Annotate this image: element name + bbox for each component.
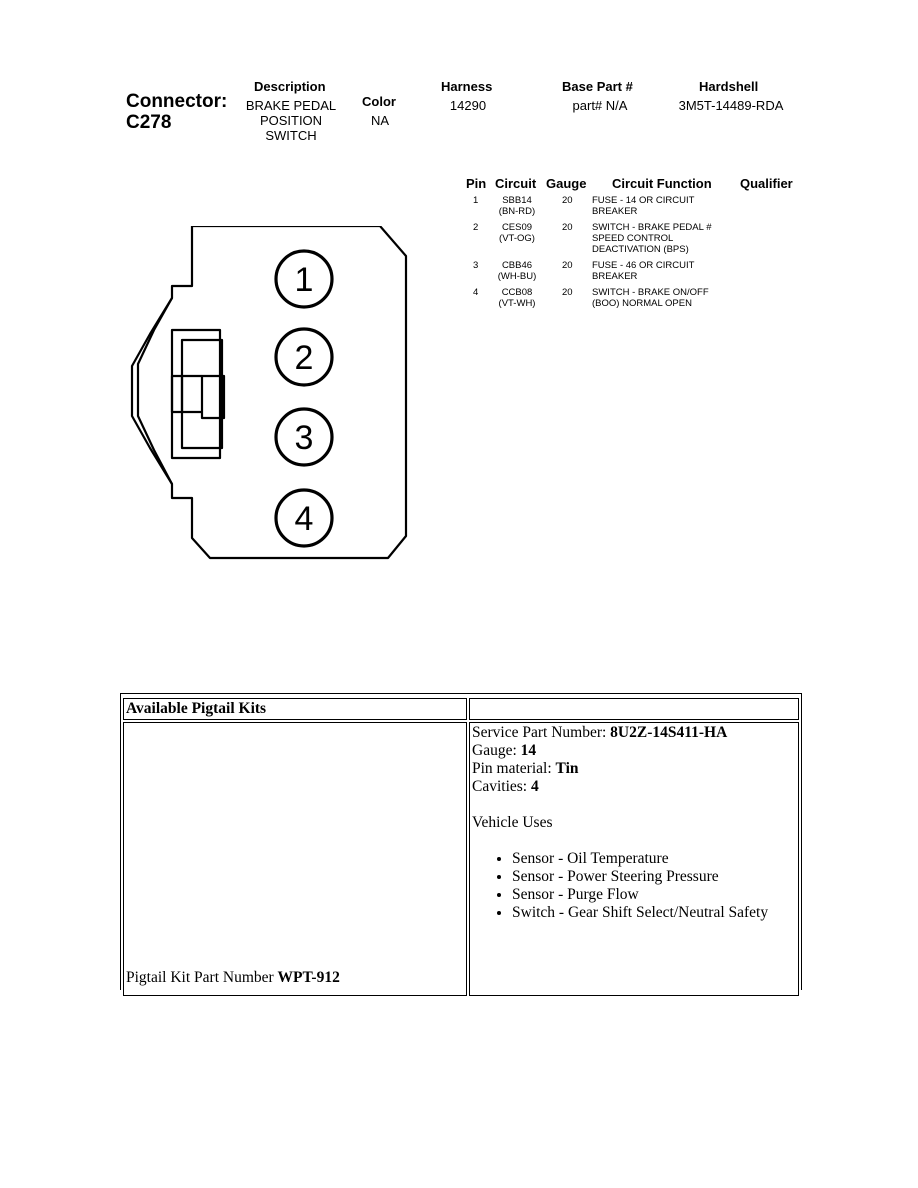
pigtail-kits-table bbox=[120, 693, 802, 990]
gauge-cell: 20 bbox=[562, 287, 573, 298]
vehicle-use-item: • Switch - Gear Shift Select/Neutral Safety bbox=[512, 904, 796, 922]
description-value bbox=[236, 98, 346, 143]
pin-col-header: Pin bbox=[466, 176, 487, 191]
pigtail-kit-label: Pigtail Kit Part Number bbox=[126, 969, 278, 986]
gauge-cell: 20 bbox=[562, 195, 573, 206]
pin-3-number: 3 bbox=[294, 419, 314, 457]
pin-number: 1 bbox=[473, 195, 479, 206]
function-cell bbox=[592, 260, 694, 282]
function-line: FUSE - 46 OR CIRCUIT bbox=[592, 260, 695, 271]
circuit-cell bbox=[497, 195, 537, 217]
function-line: SPEED CONTROL bbox=[592, 233, 674, 244]
description-line: BRAKE PEDAL bbox=[245, 98, 337, 113]
vehicle-use-item: • Sensor - Power Steering Pressure bbox=[512, 868, 796, 886]
pin-material-label: Pin material: bbox=[472, 760, 556, 777]
description-header: Description bbox=[254, 79, 326, 94]
hardshell-header: Hardshell bbox=[699, 79, 759, 94]
pin-material-line bbox=[472, 760, 796, 778]
connector-label-prefix: Connector: bbox=[126, 91, 228, 112]
pigtail-kit-number-line bbox=[126, 969, 340, 987]
gauge-cell: 20 bbox=[562, 260, 573, 271]
connector-housing-outline bbox=[132, 226, 406, 558]
function-col-header: Circuit Function bbox=[612, 176, 712, 191]
connector-label bbox=[126, 91, 227, 133]
function-cell bbox=[592, 287, 709, 309]
circuit-cell bbox=[497, 260, 537, 282]
pin-4-number: 4 bbox=[294, 500, 314, 538]
function-line: SWITCH - BRAKE PEDAL # bbox=[592, 222, 712, 233]
gauge-col-header: Gauge bbox=[546, 176, 587, 191]
service-part-line bbox=[472, 724, 796, 742]
connector-id: C278 bbox=[126, 112, 172, 133]
circuit-cell bbox=[497, 222, 537, 244]
function-line: BREAKER bbox=[592, 206, 638, 217]
vehicle-use-item: • Sensor - Oil Temperature bbox=[512, 850, 796, 868]
circuit-color: (VT-OG) bbox=[499, 233, 535, 244]
pigtail-header-cell bbox=[123, 698, 467, 720]
function-cell bbox=[592, 222, 711, 255]
pin-number: 4 bbox=[473, 287, 479, 298]
function-line: DEACTIVATION (BPS) bbox=[592, 244, 689, 255]
circuit-color: (VT-WH) bbox=[498, 298, 536, 309]
gauge-cell: 20 bbox=[562, 222, 573, 233]
latch-outer bbox=[172, 330, 220, 458]
base-part-value: part# N/A bbox=[572, 98, 628, 113]
gauge-line bbox=[472, 742, 796, 760]
circuit-color: (WH-BU) bbox=[497, 271, 537, 282]
qualifier-col-header: Qualifier bbox=[740, 176, 793, 191]
function-line: FUSE - 14 OR CIRCUIT bbox=[592, 195, 695, 206]
cavities-value: 4 bbox=[530, 778, 539, 795]
vehicle-use-item: • Sensor - Purge Flow bbox=[512, 886, 796, 904]
pin-number: 3 bbox=[473, 260, 479, 271]
pigtail-header-empty-cell bbox=[469, 698, 799, 720]
vehicle-uses-label: Vehicle Uses bbox=[472, 814, 553, 831]
cavities-line bbox=[472, 778, 796, 796]
function-line: BREAKER bbox=[592, 271, 638, 282]
description-line: POSITION bbox=[259, 113, 323, 128]
pigtail-kit-number: WPT-912 bbox=[277, 969, 340, 986]
color-header: Color bbox=[362, 94, 396, 109]
circuit-col-header: Circuit bbox=[495, 176, 537, 191]
pin-1-number: 1 bbox=[294, 261, 314, 299]
function-cell bbox=[592, 195, 694, 217]
pin-2-number: 2 bbox=[294, 339, 314, 377]
circuit-color: (BN-RD) bbox=[498, 206, 536, 217]
circuit-code: CCB08 bbox=[501, 287, 533, 298]
service-part-number: 8U2Z-14S411-HA bbox=[610, 724, 728, 741]
service-part-label: Service Part Number: bbox=[472, 724, 611, 741]
vehicle-uses-list bbox=[472, 850, 796, 922]
function-line: (BOO) NORMAL OPEN bbox=[592, 298, 692, 309]
circuit-code: SBB14 bbox=[502, 195, 532, 206]
description-line: SWITCH bbox=[265, 128, 317, 143]
gauge-label: Gauge: bbox=[472, 742, 521, 759]
pigtail-header: Available Pigtail Kits bbox=[126, 700, 267, 717]
pin-number: 2 bbox=[473, 222, 479, 233]
pigtail-kit-cell bbox=[123, 722, 467, 996]
connector-face-diagram bbox=[128, 226, 410, 560]
cavities-label: Cavities: bbox=[472, 778, 531, 795]
pin-material-value: Tin bbox=[555, 760, 579, 777]
base-part-header: Base Part # bbox=[562, 79, 633, 94]
color-value: NA bbox=[370, 113, 390, 128]
function-line: SWITCH - BRAKE ON/OFF bbox=[592, 287, 709, 298]
gauge-value: 14 bbox=[520, 742, 537, 759]
circuit-cell bbox=[497, 287, 537, 309]
circuit-code: CES09 bbox=[501, 222, 533, 233]
pigtail-details bbox=[472, 724, 796, 922]
pigtail-details-cell bbox=[469, 722, 799, 996]
latch-bar-top bbox=[172, 376, 182, 412]
circuit-code: CBB46 bbox=[501, 260, 533, 271]
hardshell-value: 3M5T-14489-RDA bbox=[678, 98, 784, 113]
harness-header: Harness bbox=[441, 79, 493, 94]
harness-value: 14290 bbox=[449, 98, 487, 113]
